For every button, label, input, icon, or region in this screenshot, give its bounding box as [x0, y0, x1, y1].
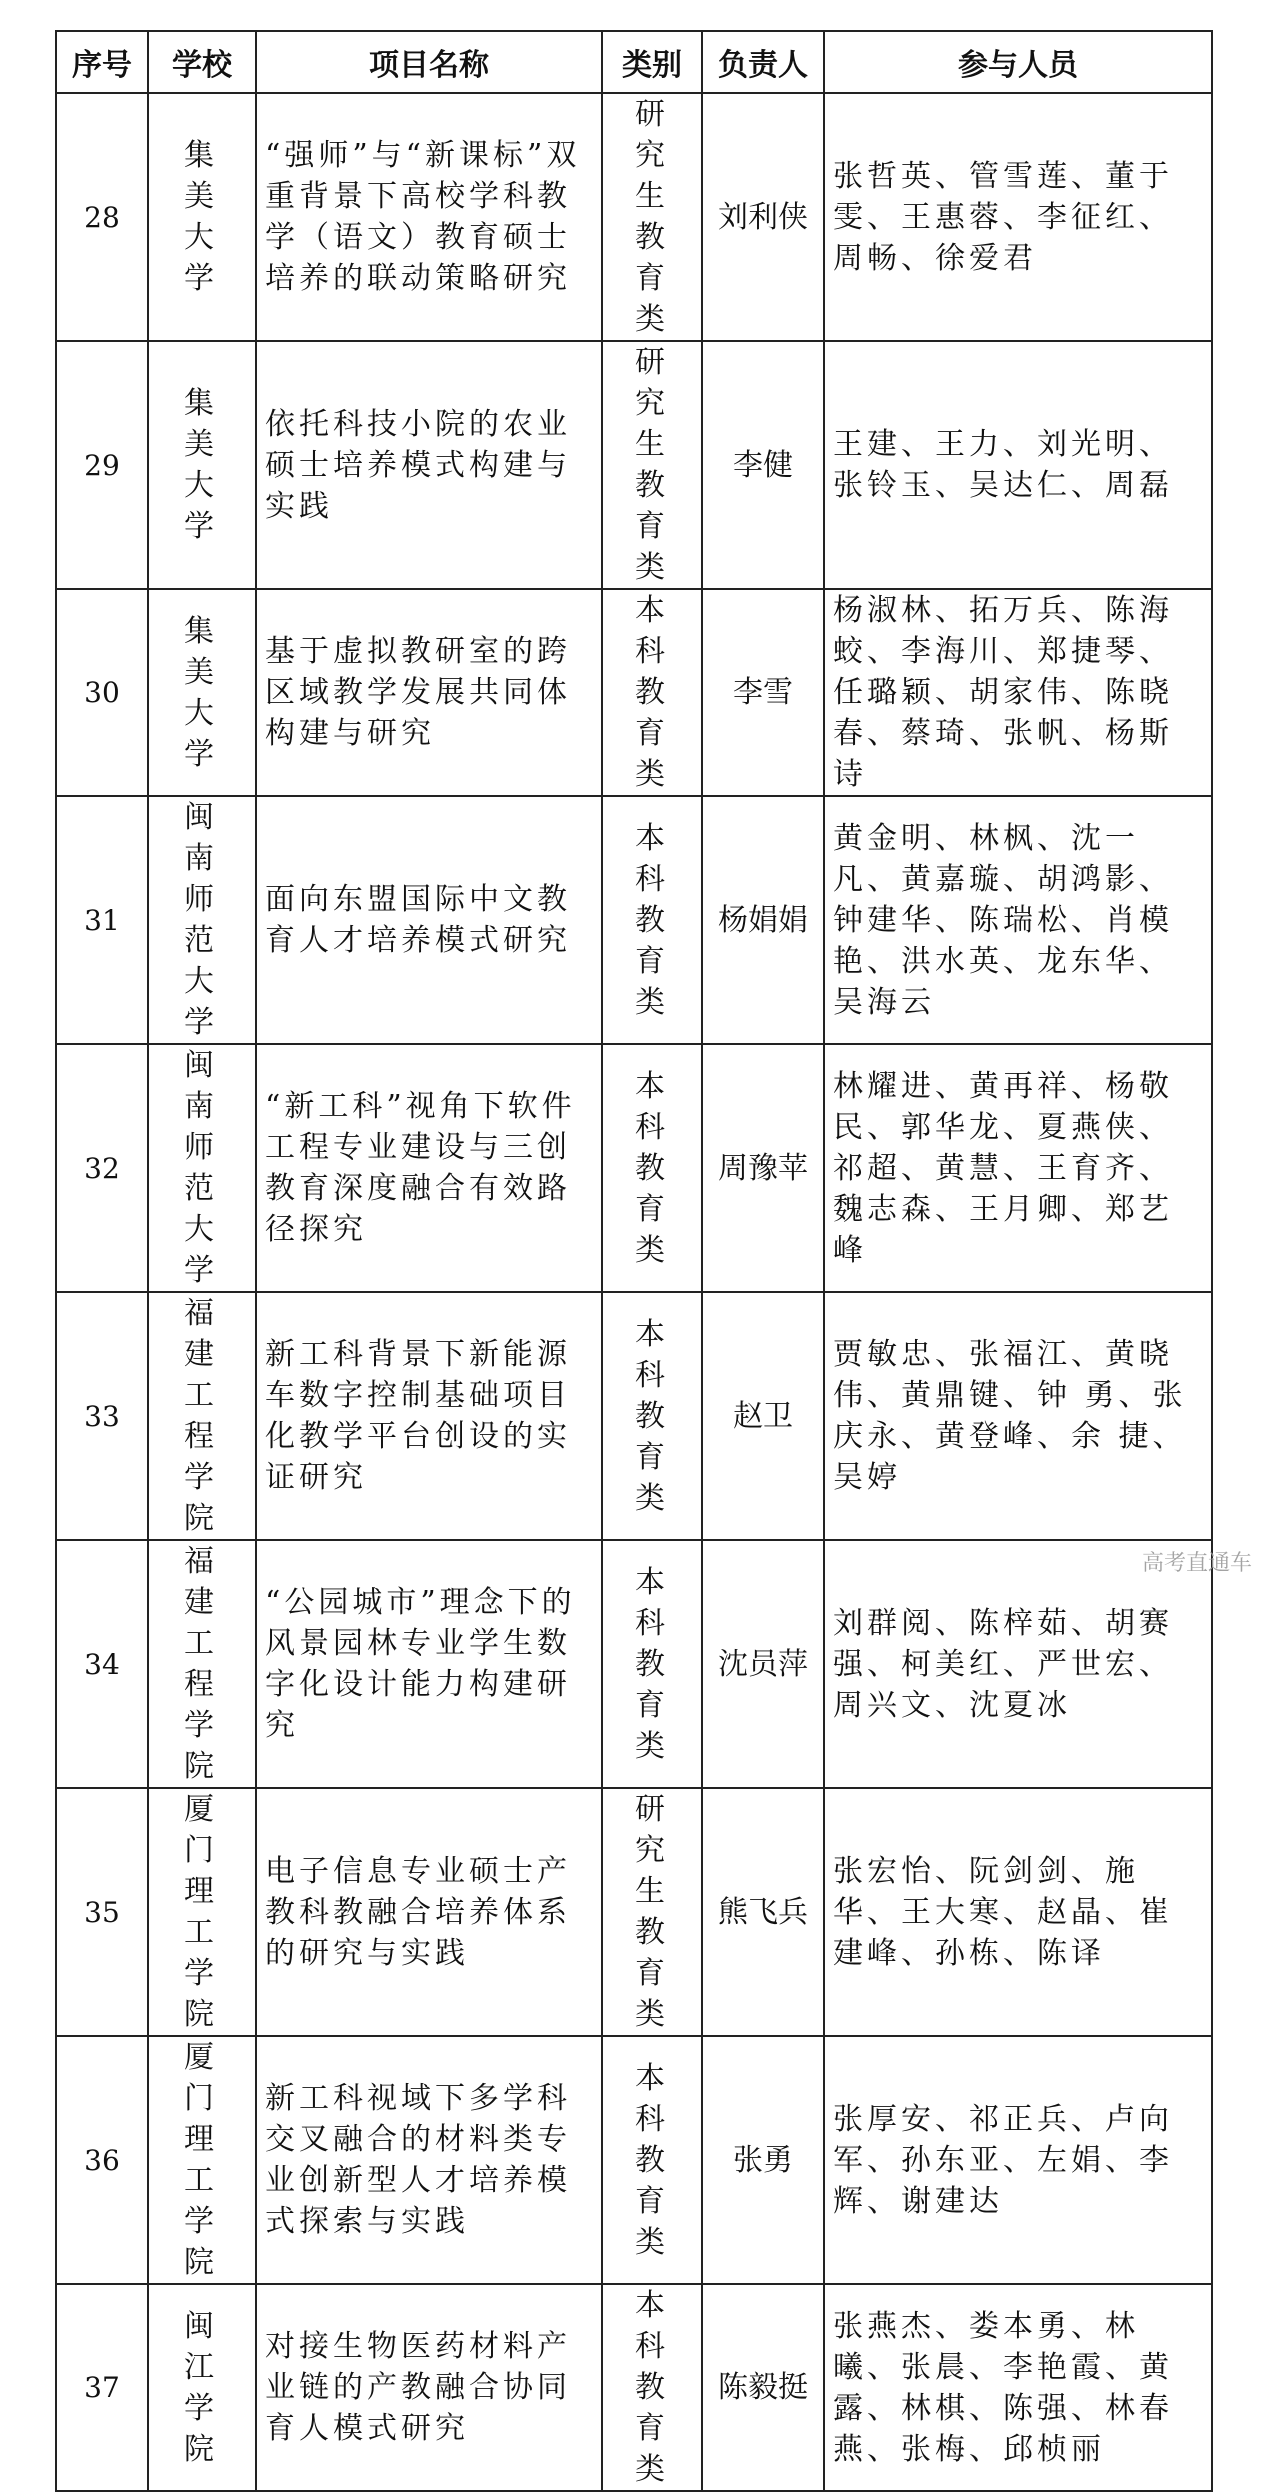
table-row [56, 1788, 1212, 2036]
row-type: 本科教育类 [635, 1564, 669, 1764]
row-school: 福建工程学院 [184, 1544, 220, 1784]
row-project: 新工科视域下多学科交叉融合的材料类专业创新型人才培养模式探索与实践 [256, 2036, 602, 2284]
project-table [55, 30, 1213, 2492]
row-num: 37 [56, 2284, 148, 2491]
row-school: 闽南师范大学 [184, 1048, 220, 1288]
row-members: 杨淑林、拓万兵、陈海蛟、李海川、郑捷琴、任璐颖、胡家伟、陈晓春、蔡琦、张帆、杨斯诗 [824, 589, 1212, 796]
row-num: 29 [56, 341, 148, 589]
row-lead: 熊飞兵 [702, 1788, 824, 2036]
row-type: 本科教育类 [635, 1068, 669, 1268]
table-row [56, 1044, 1212, 1292]
row-num: 33 [56, 1292, 148, 1540]
row-type: 研究生教育类 [635, 97, 669, 337]
row-lead: 张勇 [702, 2036, 824, 2284]
header-members: 参与人员 [824, 31, 1212, 93]
row-type: 本科教育类 [635, 2288, 669, 2487]
row-lead: 沈员萍 [702, 1540, 824, 1788]
table-row [56, 1540, 1212, 1788]
row-school: 闽江学院 [184, 2308, 220, 2467]
row-num: 36 [56, 2036, 148, 2284]
row-num: 34 [56, 1540, 148, 1788]
row-school: 集美大学 [184, 386, 220, 544]
row-members: 贾敏忠、张福江、黄晓伟、黄鼎键、钟 勇、张庆永、黄登峰、余 捷、吴婷 [824, 1292, 1212, 1540]
row-members: 王建、王力、刘光明、张铃玉、吴达仁、周磊 [824, 341, 1212, 589]
row-lead: 刘利侠 [702, 93, 824, 341]
row-lead: 杨娟娟 [702, 796, 824, 1044]
row-type: 研究生教育类 [635, 1792, 669, 2032]
header-type: 类别 [602, 31, 702, 93]
row-school: 集美大学 [184, 613, 220, 772]
row-type: 本科教育类 [635, 593, 669, 792]
row-project: “公园城市”理念下的风景园林专业学生数字化设计能力构建研究 [256, 1540, 602, 1788]
row-num: 35 [56, 1788, 148, 2036]
row-members: 林耀进、黄再祥、杨敬民、郭华龙、夏燕侠、祁超、黄慧、王育齐、魏志森、王月卿、郑艺峰 [824, 1044, 1212, 1292]
table-row [56, 796, 1212, 1044]
row-school: 集美大学 [184, 138, 220, 296]
row-members: 张燕杰、娄本勇、林曦、张晨、李艳霞、黄露、林棋、陈强、林春燕、张梅、邱桢丽 [824, 2284, 1212, 2491]
header-project: 项目名称 [256, 31, 602, 93]
row-type: 本科教育类 [635, 2060, 669, 2260]
row-members: 黄金明、林枫、沈一凡、黄嘉璇、胡鸿影、钟建华、陈瑞松、肖模艳、洪水英、龙东华、吴海云 [824, 796, 1212, 1044]
row-type: 本科教育类 [635, 820, 669, 1020]
table-row [56, 1292, 1212, 1540]
watermark-text: 高考直通车 [1141, 1551, 1252, 1576]
row-num: 32 [56, 1044, 148, 1292]
row-project: 面向东盟国际中文教育人才培养模式研究 [256, 796, 602, 1044]
row-project: 基于虚拟教研室的跨区域教学发展共同体构建与研究 [256, 589, 602, 796]
row-lead: 陈毅挺 [702, 2284, 824, 2491]
row-project: 对接生物医药材料产业链的产教融合协同育人模式研究 [256, 2284, 602, 2491]
row-num: 28 [56, 93, 148, 341]
row-project: “强师”与“新课标”双重背景下高校学科教学（语文）教育硕士培养的联动策略研究 [256, 93, 602, 341]
row-members: 张厚安、祁正兵、卢向军、孙东亚、左娟、李辉、谢建达 [824, 2036, 1212, 2284]
row-lead: 李健 [702, 341, 824, 589]
table-row [56, 2284, 1212, 2491]
header-lead: 负责人 [702, 31, 824, 93]
row-num: 30 [56, 589, 148, 796]
table-row [56, 589, 1212, 796]
row-lead: 李雪 [702, 589, 824, 796]
row-project: 电子信息专业硕士产教科教融合培养体系的研究与实践 [256, 1788, 602, 2036]
row-type: 本科教育类 [635, 1316, 669, 1516]
row-type: 研究生教育类 [635, 345, 669, 585]
row-lead: 赵卫 [702, 1292, 824, 1540]
row-project: 依托科技小院的农业硕士培养模式构建与实践 [256, 341, 602, 589]
row-num: 31 [56, 796, 148, 1044]
row-school: 厦门理工学院 [184, 1792, 220, 2032]
header-row [56, 31, 1212, 93]
row-school: 福建工程学院 [184, 1296, 220, 1536]
row-members: 张宏怡、阮剑剑、施华、王大寒、赵晶、崔建峰、孙栋、陈译 [824, 1788, 1212, 2036]
row-school: 闽南师范大学 [184, 800, 220, 1040]
table-row [56, 2036, 1212, 2284]
row-members: 张哲英、管雪莲、董于雯、王惠蓉、李征红、周畅、徐爱君 [824, 93, 1212, 341]
header-num: 序号 [56, 31, 148, 93]
row-project: 新工科背景下新能源车数字控制基础项目化教学平台创设的实证研究 [256, 1292, 602, 1540]
table-row [56, 93, 1212, 341]
table-row [56, 341, 1212, 589]
header-school: 学校 [148, 31, 256, 93]
row-lead: 周豫苹 [702, 1044, 824, 1292]
row-project: “新工科”视角下软件工程专业建设与三创教育深度融合有效路径探究 [256, 1044, 602, 1292]
row-school: 厦门理工学院 [184, 2040, 220, 2280]
row-members: 刘群阅、陈梓茹、胡赛强、柯美红、严世宏、周兴文、沈夏冰 [824, 1540, 1212, 1788]
